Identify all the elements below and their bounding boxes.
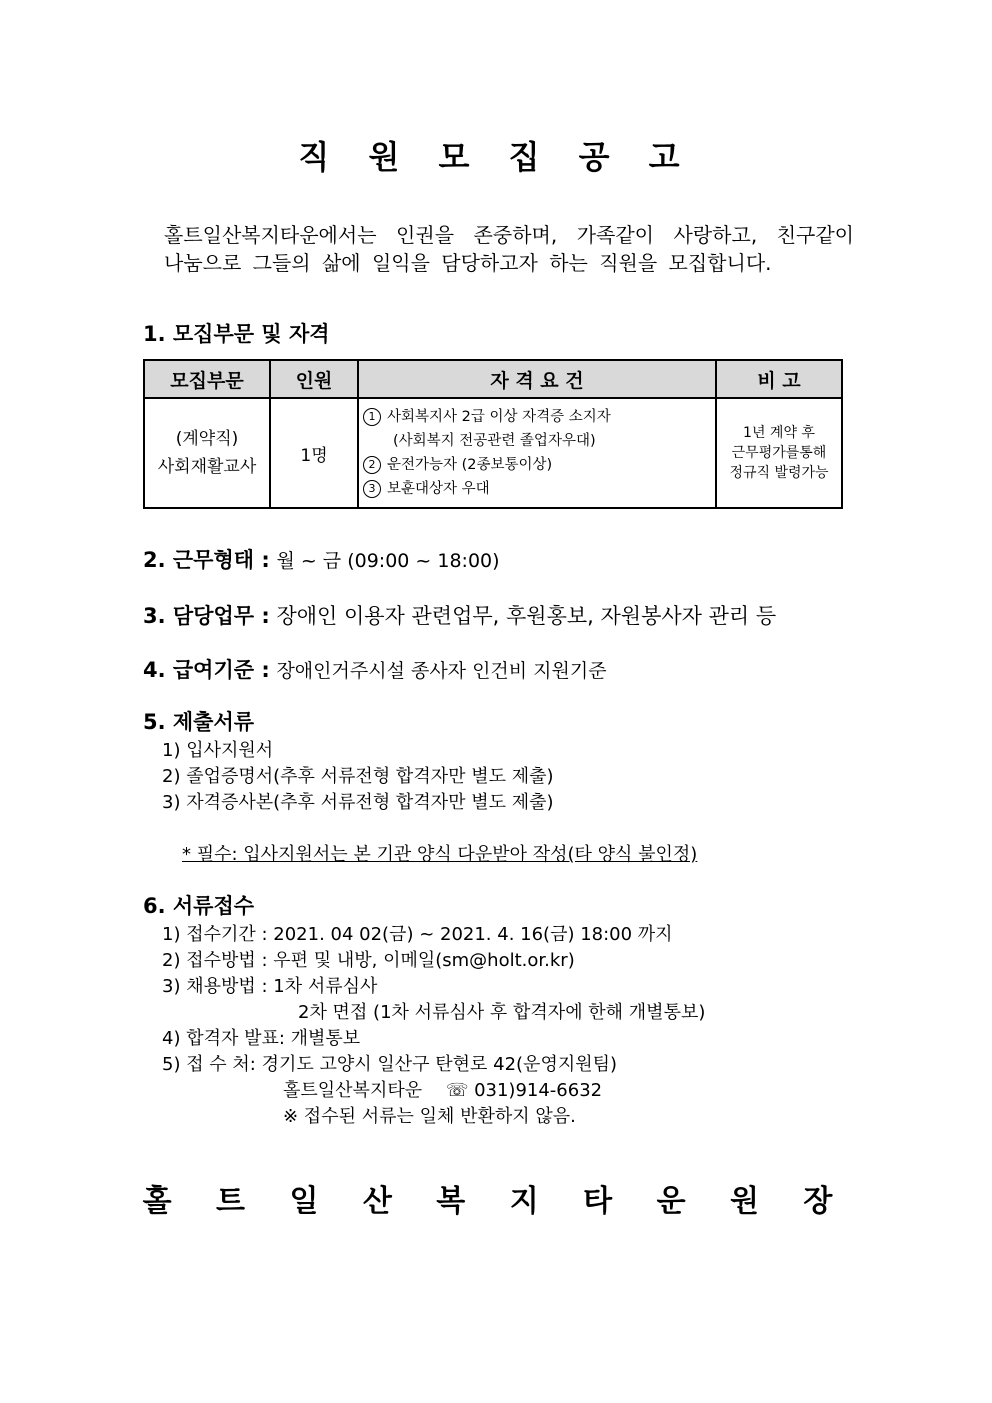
header-requirements: 자 격 요 건 [358,360,716,398]
cell-requirements [358,398,716,508]
circled-number-icon: 2 [363,456,381,474]
section-4: 4. 급여기준 : 장애인거주시설 종사자 인건비 지원기준 [143,658,607,682]
list-item: 3) 채용방법 : 1차 서류심사 [162,976,378,997]
section-3: 3. 담당업무 : 장애인 이용자 관련업무, 후원홍보, 자원봉사자 관리 등 [143,604,777,628]
note-line-3: 정규직 발령가능 [729,465,829,481]
contact-line [283,1076,602,1102]
requirement-1-detail: (사회복지 전공관련 졸업자우대) [393,433,596,449]
cell-dept [144,398,270,508]
list-item: 4) 합격자 발표: 개별통보 [162,1028,361,1049]
circled-number-icon: 3 [363,480,381,498]
header-note: 비 고 [716,360,842,398]
dept-name: 사회재활교사 [157,457,257,477]
table-header-row [144,360,842,398]
circled-number-icon: 1 [363,408,381,426]
intro-line-1: 홀트일산복지타운에서는 인권을 존중하며, 가족같이 사랑하고, 친구같이 [164,223,854,247]
requirement-2: 2 운전가능자 (2종보통이상) [363,453,711,477]
header-dept: 모집부문 [144,360,270,398]
phone-number: ☏ 031)914-6632 [445,1080,603,1101]
section-1-heading: 1. 모집부문 및 자격 [143,322,330,346]
section-5-heading: 5. 제출서류 [143,710,255,734]
requirement-1: 1 사회복지사 2급 이상 자격증 소지자 [363,405,711,429]
list-item: 2) 접수방법 : 우편 및 내방, 이메일(sm@holt.or.kr) [162,950,575,971]
page-title: 직 원 모 집 공 고 [298,138,694,176]
list-item: 5) 접 수 처: 경기도 고양시 일산구 탄현로 42(운영지원팀) [162,1054,618,1075]
list-item: 2) 졸업증명서(추후 서류전형 합격자만 별도 제출) [162,766,554,787]
list-item: 3) 자격증사본(추후 서류전형 합격자만 별도 제출) [162,792,554,813]
cell-note [716,398,842,508]
return-notice: ※ 접수된 서류는 일체 반환하지 않음. [283,1106,576,1127]
table-row [144,398,842,508]
header-count: 인원 [270,360,358,398]
intro-line-2: 나눔으로 그들의 삶에 일익을 담당하고자 하는 직원을 모집합니다. [164,251,772,275]
signature-footer: 홀 트 일 산 복 지 타 운 원 장 [142,1184,850,1219]
org-name: 홀트일산복지타운 [283,1080,423,1101]
recruitment-table [143,359,843,509]
cell-count: 1명 [270,398,358,508]
list-item-continued: 2차 면접 (1차 서류심사 후 합격자에 한해 개별통보) [298,1002,706,1023]
requirement-3: 3 보훈대상자 우대 [363,477,711,501]
dept-type: (계약직) [175,429,239,449]
section-6-heading: 6. 서류접수 [143,894,255,918]
note-line-1: 1년 계약 후 [743,425,815,441]
required-notice: * 필수: 입사지원서는 본 기관 양식 다운받아 작성(타 양식 불인정) [182,844,698,865]
list-item: 1) 입사지원서 [162,740,274,761]
note-line-2: 근무평가를통해 [731,445,827,461]
section-2: 2. 근무형태 : 월 ~ 금 (09:00 ~ 18:00) [143,548,500,572]
list-item: 1) 접수기간 : 2021. 04 02(금) ~ 2021. 4. 16(금) 18:00 까지 [162,924,673,945]
